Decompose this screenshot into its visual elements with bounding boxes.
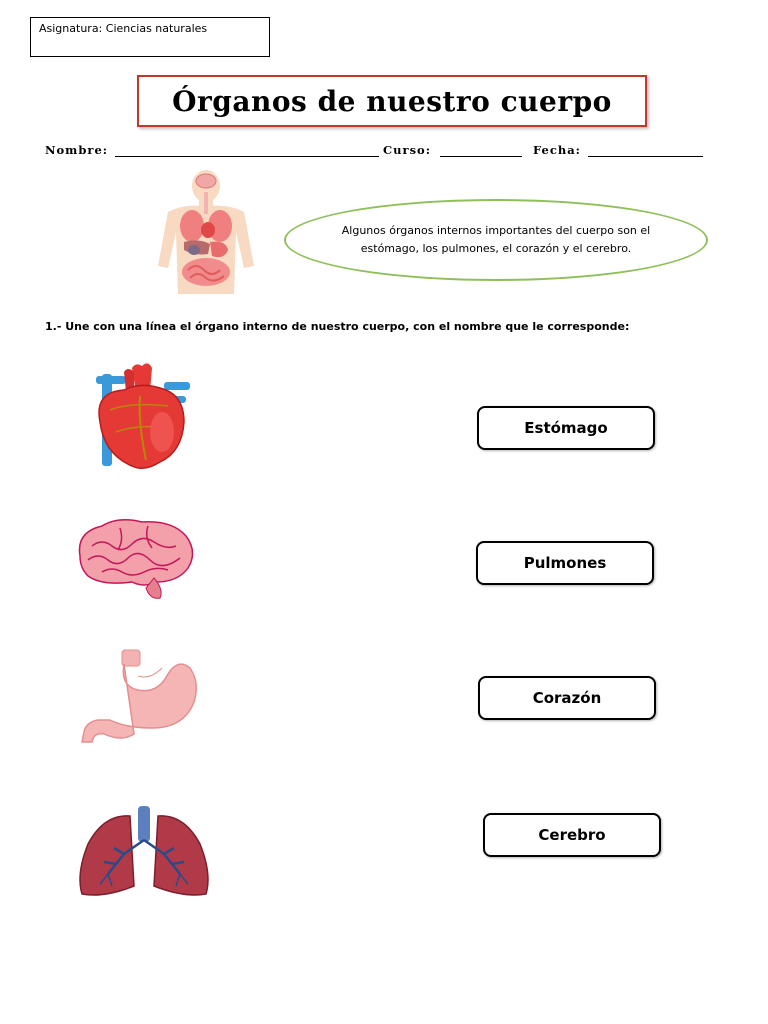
stomach-image [78,646,204,744]
lungs-icon [74,804,214,902]
course-field[interactable] [440,156,522,157]
name-box-corazon[interactable] [478,676,656,720]
name-box-label: Estómago [524,419,608,437]
page-title: Órganos de nuestro cuerpo [172,84,612,118]
name-field[interactable] [115,156,379,157]
stomach-icon [78,646,204,744]
student-fields [45,143,725,163]
date-label: Fecha: [533,143,581,157]
body-organs-illustration [138,170,270,294]
brain-icon [72,516,198,600]
name-box-label: Pulmones [523,554,607,572]
subject-label: Asignatura: Ciencias naturales [39,22,208,35]
question-instruction: 1.- Une con una línea el órgano interno de nuestro cuerpo, con el nombre que le corresponde: [45,320,630,333]
course-label: Curso: [383,143,431,157]
name-box-label: Cerebro [538,826,606,844]
intro-callout [284,199,708,281]
title-box [137,75,647,127]
date-field[interactable] [588,156,703,157]
name-box-pulmones[interactable] [476,541,654,585]
intro-text: Algunos órganos internos importantes del cuerpo son el estómago, los pulmones, el corazón y el cerebro. [341,224,651,255]
subject-box [30,17,270,57]
brain-image [72,516,198,600]
lungs-image [74,804,214,902]
name-box-label: Corazón [532,689,602,707]
name-box-cerebro[interactable] [483,813,661,857]
heart-icon [80,362,198,472]
name-box-estomago[interactable] [477,406,655,450]
name-label: Nombre: [45,143,109,157]
heart-image [80,362,198,472]
